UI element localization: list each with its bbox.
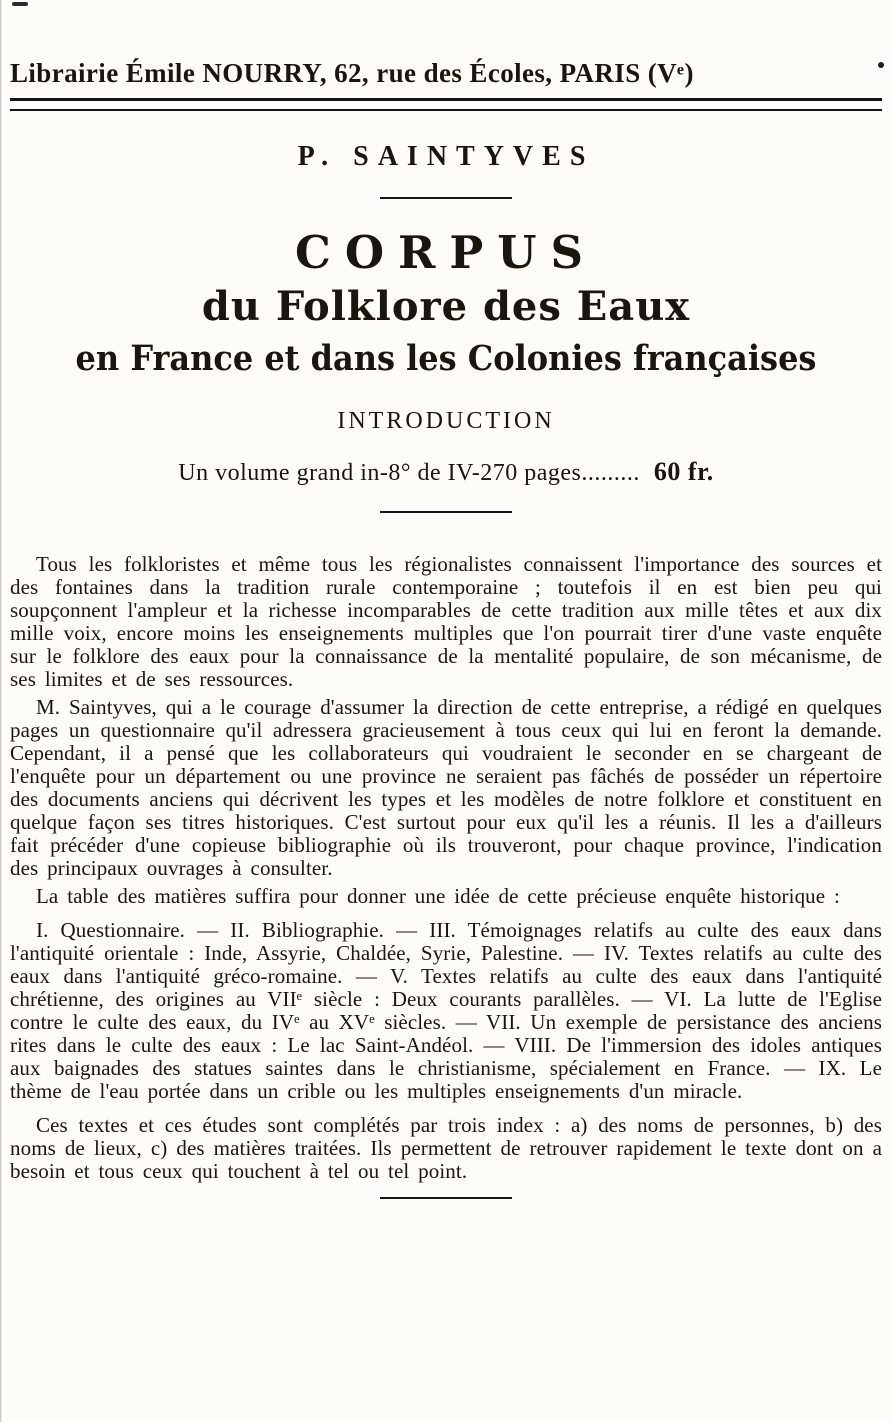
book-title-subtitle-2: en France et dans les Colonies françaises — [75, 337, 817, 379]
section-heading-introduction: INTRODUCTION — [337, 407, 555, 434]
header-rule-thick — [10, 98, 882, 101]
body-paragraph-2: M. Saintyves, qui a le courage d'assumer la direction de cette entreprise, a rédigé en quelques pages un questionnaire qu'il adressera gracieusement à tous ceux qui lui en feront la demande. Cependant, il a pensé que les collaborateurs qui voudraient le seconder en se chargeant de l'enquête pour un département ou une province ne seraient pas fâchés de posséder un répertoire des documents anciens qui décrivent les types et les modèles de notre folklore et constituent en quelque façon ses titres historiques. C'est surtout pour eux qu'il les a réunis. Il les a d'ailleurs fait précéder d'une copieuse bibliographie où ils trouveront, pour chaque province, l'indication des principaux ouvrages à consulter. — [10, 694, 882, 880]
book-title-main: CORPUS — [295, 226, 597, 279]
author-name: P. SAINTYVES — [297, 141, 595, 172]
ink-dot-artifact — [878, 62, 884, 68]
volume-price-line — [10, 457, 882, 487]
page-edge-shadow — [0, 0, 2, 1422]
header-rule-thin — [10, 109, 882, 111]
body-text-block — [10, 553, 882, 1183]
book-title-subtitle: du Folklore des Eaux — [201, 283, 691, 331]
header-double-rule — [10, 98, 882, 111]
body-paragraph-1: Tous les folkloristes et même tous les régionalistes connaissent l'importance des sources et des fontaines dans la tradition rurale contemporaine ; toutefois il en est bien peu qui soupçonnent l'ampleur et la richesse incomparables de cette tradition aux mille têtes et aux dix mille voix, encore moins les enseignements multiples que l'on pourrait tirer d'une vaste enquête sur le folklore des eaux pour la connaissance de la mentalité populaire, de son mécanisme, de ses limites et de ses ressources. — [10, 551, 882, 691]
scan-artifact-mark — [12, 2, 28, 6]
volume-description: Un volume grand in-8° de IV-270 pages......... — [178, 459, 640, 486]
price-value: 60 fr. — [653, 456, 714, 486]
separator-rule-bottom — [380, 1197, 512, 1199]
publisher-address-line: Librairie Émile NOURRY, 62, rue des Écoles, PARIS (Vᵉ) — [10, 58, 694, 88]
table-of-contents-paragraph: I. Questionnaire. — II. Bibliographie. — III. Témoignages relatifs au culte des eaux dans l'antiquité orientale : Inde, Assyrie, Chaldée, Syrie, Palestine. — IV. Textes relatifs au culte des eaux dans l'antiquité gréco-romaine. — V. Textes relatifs au culte des eaux dans l'antiquité chrétienne, des origines au VIIᵉ siècle : Deux courants parallèles. — VI. La lutte de l'Eglise contre le culte des eaux, du IVᵉ au XVᵉ siècles. — VII. Un exemple de persistance des anciens rites dans le culte des eaux : Le lac Saint-Andéol. — VIII. De l'immersion des idoles antiques aux baignades des statues saintes dans le christianisme, spécialement en France. — IX. Le thème de l'eau portée dans un crible ou les multiples enseignements d'un miracle. — [10, 917, 882, 1103]
body-paragraph-3: La table des matières suffira pour donner une idée de cette précieuse enquête historique : — [36, 883, 840, 908]
closing-paragraph: Ces textes et ces études sont complétés par trois index : a) des noms de personnes, b) des noms de lieux, c) des matières traitées. Ils permettent de retrouver rapidement le texte dont on a besoin et tous ceux qui touchent à tel ou tel point. — [10, 1112, 882, 1183]
separator-rule-volume — [380, 511, 512, 513]
separator-rule-author — [380, 197, 512, 199]
publisher-header — [10, 0, 882, 111]
